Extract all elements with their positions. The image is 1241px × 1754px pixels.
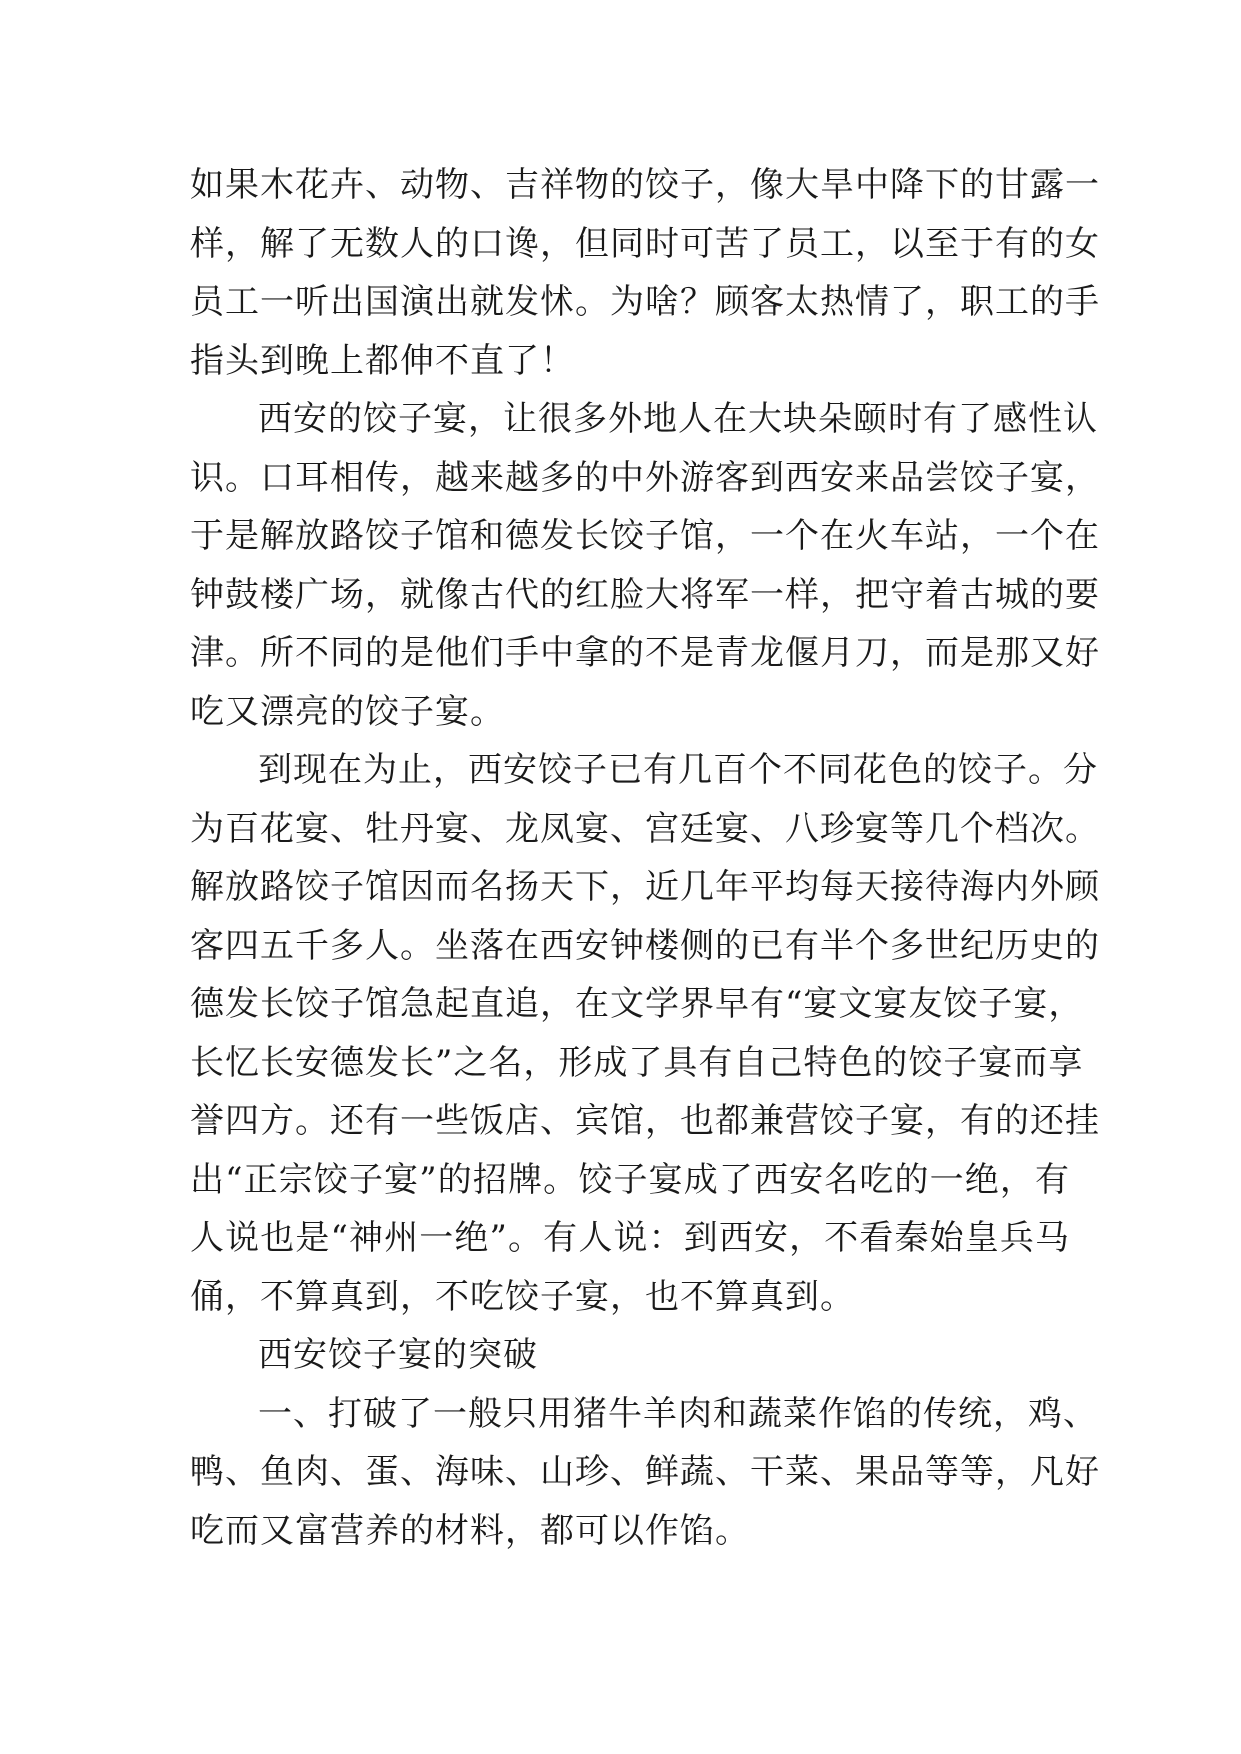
paragraph-line: 识。口耳相传，越来越多的中外游客到西安来品尝饺子宴， [190, 457, 1100, 498]
paragraph-line: 津。所不同的是他们手中拿的不是青龙偃月刀，而是那又好 [190, 633, 1100, 673]
paragraph-line: 人说也是“神州一绝”。有人说：到西安，不看秦始皇兵马 [190, 1218, 1070, 1258]
paragraph-line: 西安的饺子宴，让很多外地人在大块朵颐时有了感性认 [258, 399, 1098, 439]
paragraph-line: 指头到晚上都伸不直了！ [190, 340, 575, 381]
paragraph-line: 客四五千多人。坐落在西安钟楼侧的已有半个多世纪历史的 [190, 925, 1100, 966]
paragraph-line: 解放路饺子馆因而名扬天下，近几年平均每天接待海内外顾 [190, 867, 1100, 907]
paragraph-line: 到现在为止，西安饺子已有几百个不同花色的饺子。分 [258, 750, 1098, 790]
paragraph-line: 于是解放路饺子馆和德发长饺子馆，一个在火车站，一个在 [190, 516, 1100, 556]
paragraph-line: 誉四方。还有一些饭店、宾馆，也都兼营饺子宴，有的还挂 [190, 1101, 1100, 1141]
paragraph-line: 一、打破了一般只用猪牛羊肉和蔬菜作馅的传统，鸡、 [258, 1393, 1098, 1434]
paragraph-line: 出“正宗饺子宴”的招牌。饺子宴成了西安名吃的一绝，有 [190, 1159, 1070, 1200]
paragraph-line: 德发长饺子馆急起直追，在文学界早有“宴文宴友饺子宴， [190, 984, 1084, 1024]
paragraph-line: 吃又漂亮的饺子宴。 [190, 691, 505, 732]
document-body [190, 156, 1100, 1560]
section-heading: 西安饺子宴的突破 [258, 1335, 538, 1375]
paragraph-line: 吃而又富营养的材料，都可以作馅。 [190, 1510, 750, 1551]
paragraph-line: 如果木花卉、动物、吉祥物的饺子，像大旱中降下的甘露一 [190, 165, 1100, 205]
paragraph-line: 俑，不算真到，不吃饺子宴，也不算真到。 [190, 1276, 855, 1317]
paragraph-line: 样，解了无数人的口谗，但同时可苦了员工，以至于有的女 [190, 223, 1100, 264]
paragraph-line: 员工一听出国演出就发怵。为啥？顾客太热情了，职工的手 [190, 282, 1100, 322]
paragraph-line: 钟鼓楼广场，就像古代的红脸大将军一样，把守着古城的要 [190, 574, 1100, 615]
paragraph-line: 长忆长安德发长”之名，形成了具有自己特色的饺子宴而享 [190, 1042, 1084, 1083]
paragraph-line: 为百花宴、牡丹宴、龙凤宴、宫廷宴、八珍宴等几个档次。 [190, 808, 1100, 849]
paragraph-line: 鸭、鱼肉、蛋、海味、山珍、鲜蔬、干菜、果品等等，凡好 [190, 1452, 1100, 1492]
